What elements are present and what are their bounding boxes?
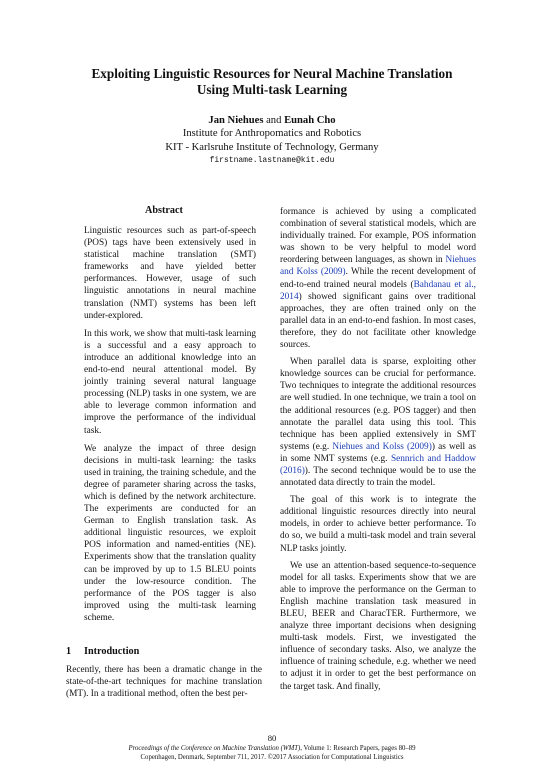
text-run: ) showed significant gains over traditional approaches, they are often trained only on the parallel data in an end-to-end fashion. In most cases, therefore, they do not facilitate other knowledge sources.	[280, 291, 476, 351]
abstract-heading: Abstract	[145, 205, 183, 216]
footer-location: Copenhagen, Denmark, September 711, 2017. ©2017 Association for Computational Linguistics	[140, 754, 404, 761]
citation-link[interactable]: Niehues and Kolss (2009)	[280, 255, 476, 278]
abstract-paragraph-1: Linguistic resources such as part-of-speech (POS) tags have been extensively used in statistical machine translation (SMT) frameworks and have yielded better performances. However, usage of such linguistic annotations in neural machine translation (NMT) systems has been left under-explored.	[84, 226, 256, 321]
title-line-1: Exploiting Linguistic Resources for Neural Machine Translation	[91, 66, 453, 81]
footer-proceedings	[40, 744, 504, 753]
author-email: firstname.lastname@kit.edu	[209, 156, 335, 166]
abstract-paragraph-3: We analyze the impact of three design decisions in multi-task learning: the tasks used in training, the training schedule, and the degree of parameter sharing across the tasks, which is defined by the network architecture. The experiments are conducted for an German to English translation task. As additional linguistic resources, we exploit POS information and named-entities (NE). Experiments show that the translation quality can be improved by up to 1.5 BLEU points under the low-resource condition. The performance of the POS tagger is also improved using the multi-task learning scheme.	[84, 443, 256, 623]
section-number: 1	[66, 646, 72, 657]
right-paragraph-3: The goal of this work is to integrate the additional linguistic resources directly into neural models, in order to achieve better performance. To do so, we build a multi-task model and train several NLP tasks jointly.	[280, 495, 476, 554]
paper-title	[60, 66, 484, 98]
author-separator: and	[266, 115, 282, 126]
title-line-2: Using Multi-task Learning	[196, 82, 348, 97]
affiliation-1: Institute for Anthropomatics and Robotics	[182, 128, 362, 140]
section-title: Introduction	[84, 646, 140, 657]
citation-link[interactable]: Sennrich and Haddow (2016)	[280, 453, 476, 476]
right-paragraph-1	[280, 206, 476, 351]
section-heading-introduction	[66, 646, 262, 657]
author-block	[60, 114, 484, 167]
proceedings-details: , Volume 1: Research Papers, pages 80–89	[300, 745, 416, 752]
text-run: ) as well as in some NMT systems (e.g.	[280, 441, 476, 464]
text-run: ). The second technique would be to use the annotated data directly to train the model.	[280, 465, 476, 489]
author-names	[60, 114, 484, 127]
citation-link[interactable]: Bahdanau et al., 2014	[280, 279, 476, 302]
abstract-paragraph-2: In this work, we show that multi-task learning is a successful and a easy approach to introduce an additional knowledge into an end-to-end neural attentional model. By jointly training several natural language processing (NLP) tasks in one system, we are able to leverage common information and improve the performance of the individual task.	[84, 328, 256, 436]
right-paragraph-2	[280, 356, 476, 489]
citation-link[interactable]: Niehues and Kolss (2009)	[332, 441, 432, 452]
page-footer	[40, 744, 504, 762]
introduction-paragraph: Recently, there has been a dramatic change in the state-of-the-art techniques for machine translation (MT). In a traditional method, often the best per-	[66, 665, 262, 700]
text-run: When parallel data is sparse, exploiting other knowledge sources can be crucial for performance. Two techniques to integrate the additional resources are well studied. In one technique, we train a tool on the additional resources (e.g. POS tagger) and then annotate the parallel data using this tool. This technique has been applied extensively in SMT systems (e.g.	[280, 357, 476, 452]
right-column	[280, 206, 476, 698]
text-run: formance is achieved by using a complicated combination of several statistical models, which are individually trained. For example, POS information was shown to be very helpful to model word reordering between languages, as shown in	[280, 207, 476, 266]
text-run: . While the recent development of end-to-end trained neural models (	[280, 267, 476, 290]
author-2: Eunah Cho	[284, 115, 336, 126]
abstract-body	[84, 225, 256, 630]
proceedings-title: Proceedings of the Conference on Machine Translation (WMT)	[128, 745, 301, 752]
page-number: 80	[267, 733, 277, 743]
author-1: Jan Niehues	[208, 115, 264, 126]
affiliation-2: KIT - Karlsruhe Institute of Technology, Germany	[165, 141, 379, 153]
right-paragraph-4: We use an attention-based sequence-to-sequence model for all tasks. Experiments show that we are able to improve the performance on the German to English machine translation task measured in BLEU, BEER and CharacTER. Furthermore, we analyze three important decisions when designing multi-task models. First, we investigated the influence of secondary tasks. Also, we analyze the influence of training schedule, e.g. whether we need to adjust it in order to get the best performance on the target task. And finally,	[280, 560, 476, 692]
